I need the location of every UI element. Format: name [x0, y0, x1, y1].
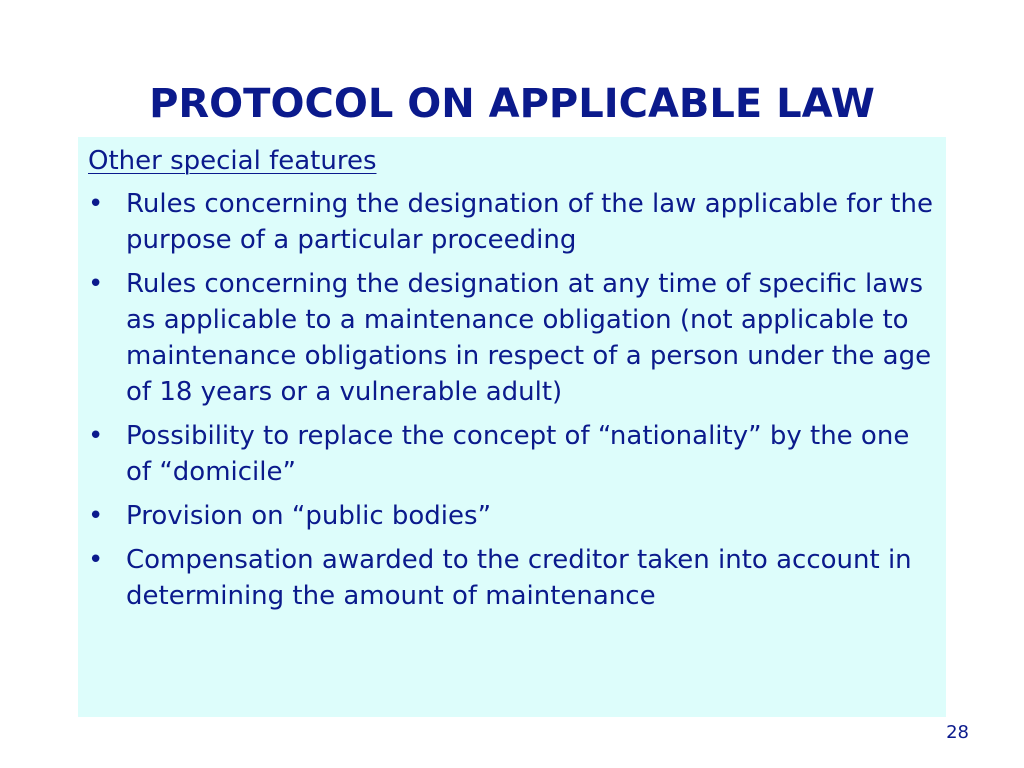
bullet-marker: •: [88, 421, 104, 451]
bullet-marker: •: [88, 545, 104, 575]
content-box: [78, 137, 946, 717]
bullet-marker: •: [88, 269, 104, 299]
section-heading: Other special features: [88, 146, 377, 176]
bullet-item: [88, 186, 936, 258]
bullet-text: Possibility to replace the concept of “nationality” by the one of “domicile”: [126, 421, 910, 487]
bullet-text: Compensation awarded to the creditor taken into account in determining the amount of maintenance: [126, 545, 912, 611]
bullet-list: [88, 186, 936, 614]
bullet-marker: •: [88, 189, 104, 219]
bullet-item: [88, 542, 936, 614]
bullet-item: [88, 498, 936, 534]
bullet-item: [88, 266, 936, 410]
bullet-text: Provision on “public bodies”: [126, 501, 492, 531]
slide-title: PROTOCOL ON APPLICABLE LAW: [149, 81, 875, 127]
bullet-text: Rules concerning the designation of the law applicable for the purpose of a particular proceeding: [126, 189, 933, 255]
bullet-item: [88, 418, 936, 490]
page-number: 28: [946, 722, 969, 743]
bullet-marker: •: [88, 501, 104, 531]
bullet-text: Rules concerning the designation at any time of specific laws as applicable to a maintenance obligation (not applicable to maintenance obligations in respect of a person under the age of 18 years or a vulnerable adult): [126, 269, 932, 407]
